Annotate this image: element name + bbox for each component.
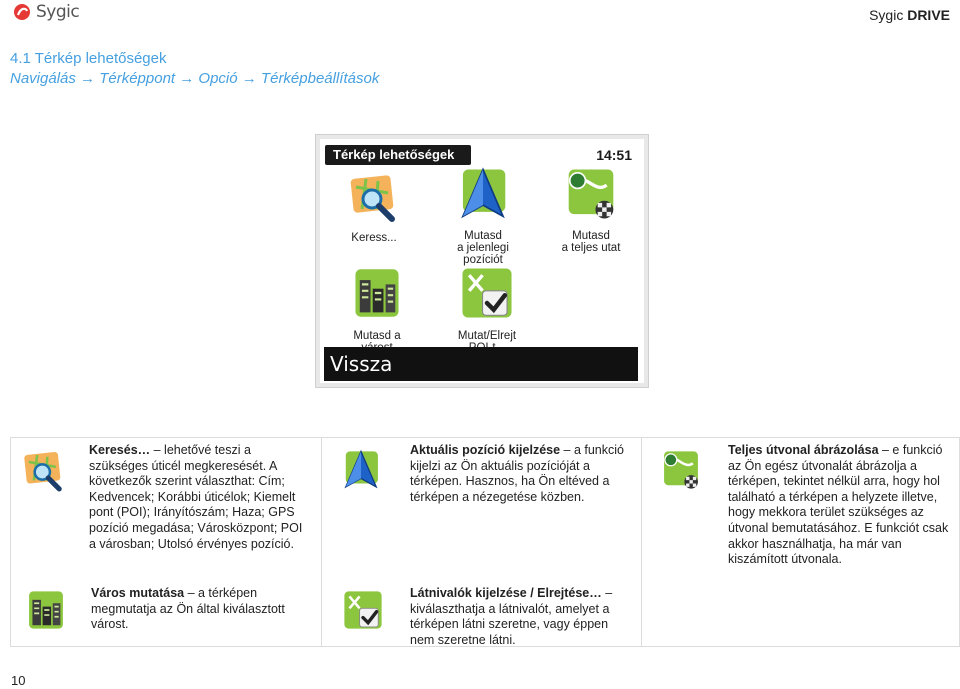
tile-poi-l1: Mutat/Elrejt [457,330,517,342]
tile-route-l2: a teljes utat [561,242,621,254]
tile-full-route[interactable] [546,165,636,254]
tile-search-l1: Keress... [351,232,397,244]
tile-search[interactable] [338,173,410,244]
tile-position-l3: pozíciót [463,254,503,266]
city-text: – a térképen megmutatja az Ön által kiválasztott várost. [91,586,285,632]
route-flag-icon [658,448,704,492]
device-screenshot [315,134,649,388]
city-description [91,586,313,633]
brand-bold: DRIVE [907,7,950,23]
sygic-logo [12,2,79,22]
route-term: Teljes útvonal ábrázolása [728,443,879,457]
position-arrow-icon [338,448,384,492]
brand-label [869,7,950,23]
logo-text: Sygic [36,2,80,22]
table-column-3 [642,438,959,646]
tile-route-l1: Mutasd [572,230,610,242]
navigation-path: Navigálás → Térképpont → Opció → Térképbeállítások [10,70,380,87]
tile-position-l2: a jelenlegi [457,242,509,254]
position-description [410,443,634,505]
section-title: 4.1 Térkép lehetőségek [10,50,167,67]
back-button[interactable]: Vissza [324,347,638,381]
route-text: – e funkció az Ön egész útvonalát ábrázolja a térképen, tekintet nélkül arra, hogy hol található a térképen a helyzete illetve, hogy mekkora terület szükséges az útvonal bemutatásához. E funkciót csak akkor használhatja, ha már van kiszámított útvonala. [728,443,949,567]
poi-check-icon [458,263,516,323]
route-description [728,443,952,568]
poi-check-icon [340,588,386,632]
tile-show-city[interactable] [338,263,416,354]
tile-position-l1: Mutasd [464,230,502,242]
search-description [89,443,311,552]
screen-title: Térkép lehetőségek [325,145,471,165]
search-text: – lehetővé teszi a szükséges úticél megkeresését. A következők szerint választhat: Cím; Kedvencek; Korábbi úticélok; Kiemelt pont (POI); Irányítószám; Haza; GPS pozíció megadása; Városközpont; POI a városban; Utolsó érvényes pozíció. [89,443,303,551]
city-buildings-icon [349,263,405,323]
map-search-icon [21,450,67,494]
description-table [10,437,960,647]
poi-term: Látnivalók kijelzése / Elrejtése… [410,586,602,600]
tile-show-hide-poi[interactable] [442,263,532,354]
screen-clock: 14:51 [596,147,632,163]
map-search-icon [348,173,400,225]
tile-current-position[interactable] [442,165,524,266]
position-term: Aktuális pozíció kijelzése [410,443,561,457]
poi-description [410,586,634,648]
device-screen [320,139,644,383]
tile-city-l1: Mutasd a [353,330,401,342]
page-number: 10 [11,673,26,688]
city-term: Város mutatása [91,586,185,600]
city-buildings-icon [23,588,69,632]
table-column-2 [322,438,642,646]
position-arrow-icon [454,165,512,223]
brand-prefix: Sygic [869,7,908,23]
position-text: – a funkció kijelzi az Ön aktuális pozícióját a térképen. Hasznos, ha Ön eltéved a térképen a nézegetése közben. [410,443,624,504]
route-flag-icon [562,165,620,223]
search-term: Keresés… [89,443,151,457]
poi-text: – kiválaszthatja a látnivalót, amelyet a térképen látni szeretne, vagy éppen nem szeretne látni. [410,586,613,647]
table-column-1 [11,438,322,646]
sygic-logo-icon [12,2,32,22]
